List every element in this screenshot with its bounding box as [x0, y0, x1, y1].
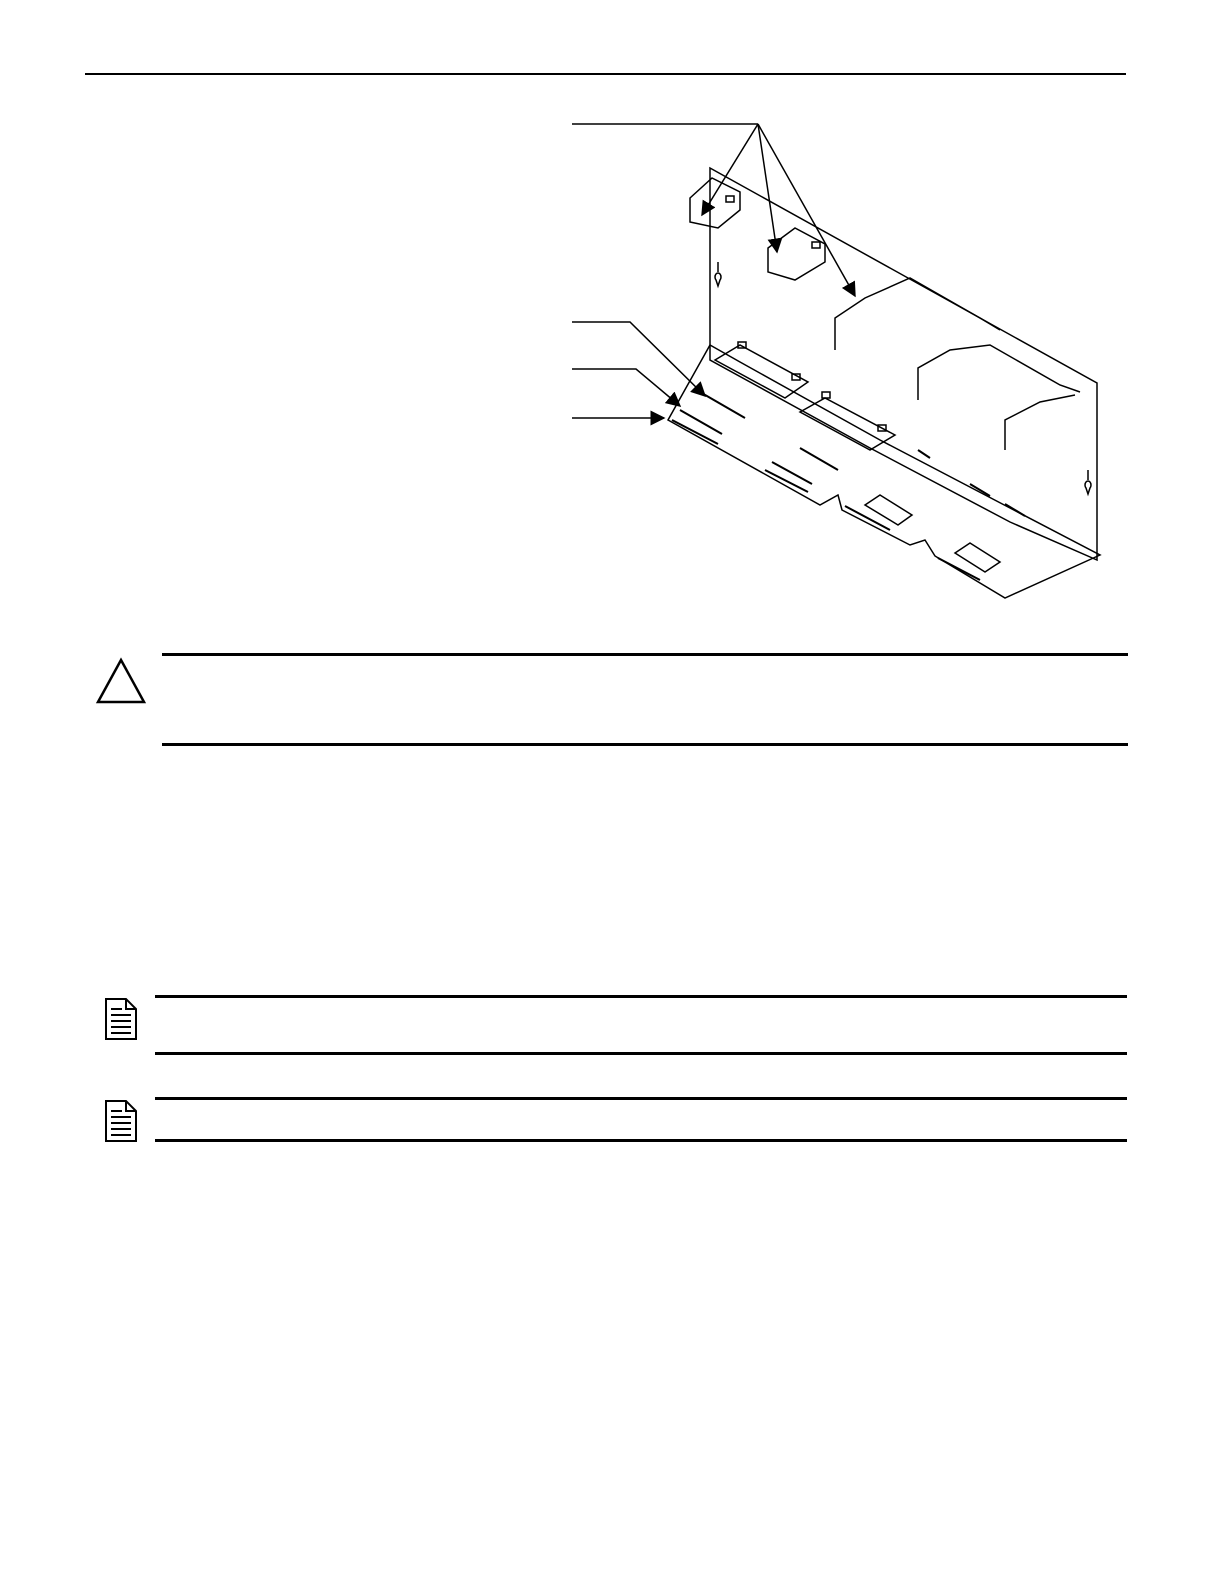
note-2-top-rule — [155, 1097, 1127, 1100]
stud — [726, 196, 734, 202]
note-1-top-rule — [155, 995, 1127, 998]
chassis-base-plate — [668, 345, 1100, 598]
callout-arrow-2 — [758, 124, 777, 252]
note-document-icon — [104, 997, 138, 1041]
slot-line — [1005, 504, 1025, 516]
card-frame-1 — [835, 278, 1000, 350]
slot-line — [970, 484, 990, 496]
floor-window-1 — [715, 345, 808, 398]
caution-bottom-rule — [162, 743, 1128, 746]
floor-window-2 — [800, 398, 895, 450]
note-document-icon — [104, 1099, 138, 1143]
keyhole-left — [715, 262, 721, 286]
left-mounting-bracket — [690, 178, 740, 228]
stud — [812, 242, 820, 248]
slot-line — [672, 420, 718, 444]
chassis-figure — [560, 110, 1120, 610]
keyhole-right — [1085, 470, 1091, 494]
slot-line — [700, 392, 745, 418]
callout-arrow-5 — [572, 369, 680, 406]
stud — [822, 392, 830, 398]
card-frame-3 — [1005, 395, 1075, 450]
slot-line — [938, 558, 980, 580]
slot-line — [765, 470, 808, 492]
slot-line — [800, 448, 838, 470]
slot-line — [918, 450, 930, 458]
chassis-back-wall — [710, 168, 1097, 560]
middle-mounting-bracket — [768, 228, 825, 280]
slot-line — [845, 506, 890, 530]
floor-window-4 — [955, 543, 1000, 572]
callout-arrow-3 — [758, 124, 855, 296]
card-frame-2 — [918, 345, 1080, 400]
header-rule — [85, 73, 1126, 75]
note-1-bottom-rule — [155, 1052, 1127, 1055]
caution-top-rule — [162, 653, 1128, 656]
note-2-bottom-rule — [155, 1139, 1127, 1142]
callout-arrow-4 — [572, 322, 705, 396]
caution-triangle-icon — [95, 657, 147, 705]
